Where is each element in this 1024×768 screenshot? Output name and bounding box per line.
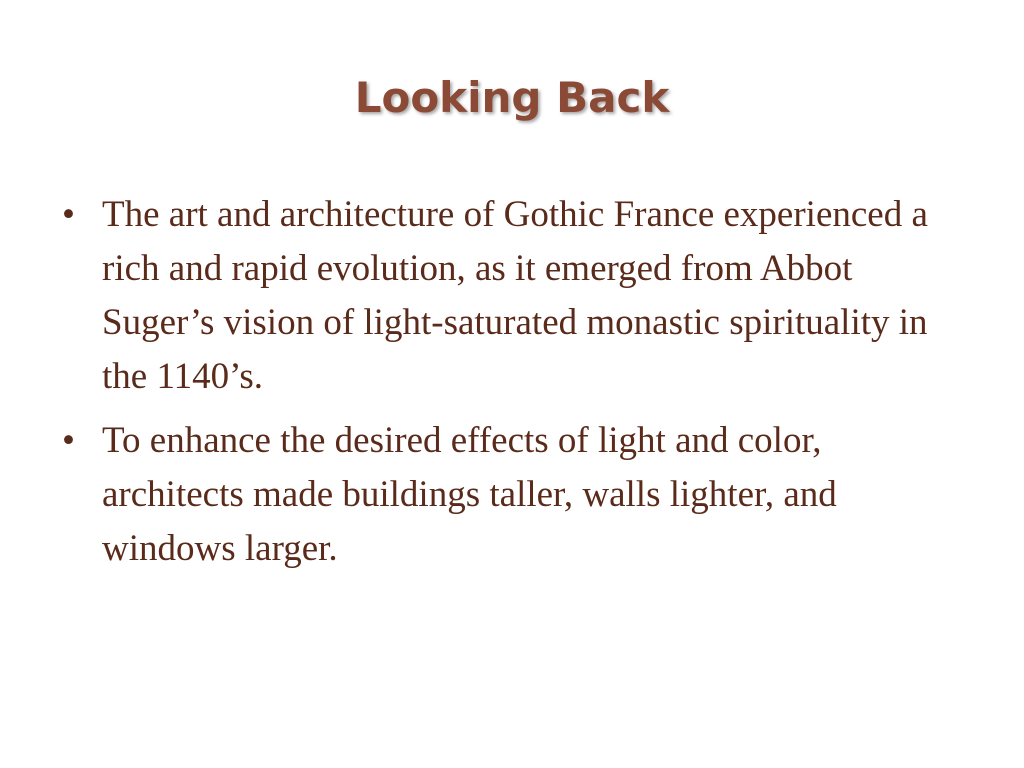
- bullet-list: [58, 188, 958, 586]
- bullet-item: [58, 414, 958, 576]
- bullet-item: [58, 188, 958, 404]
- bullet-text: The art and architecture of Gothic France experienced a rich and rapid evolution, as it emerged from Abbot Suger’s vision of light-saturated monastic spirituality in the 1140’s.: [102, 194, 928, 397]
- slide-title: Looking Back: [354, 73, 670, 122]
- bullet-dot-icon: •: [62, 194, 75, 235]
- bullet-dot-icon: •: [62, 420, 75, 461]
- bullet-text: To enhance the desired effects of light and color, architects made buildings taller, walls lighter, and windows larger.: [102, 420, 837, 569]
